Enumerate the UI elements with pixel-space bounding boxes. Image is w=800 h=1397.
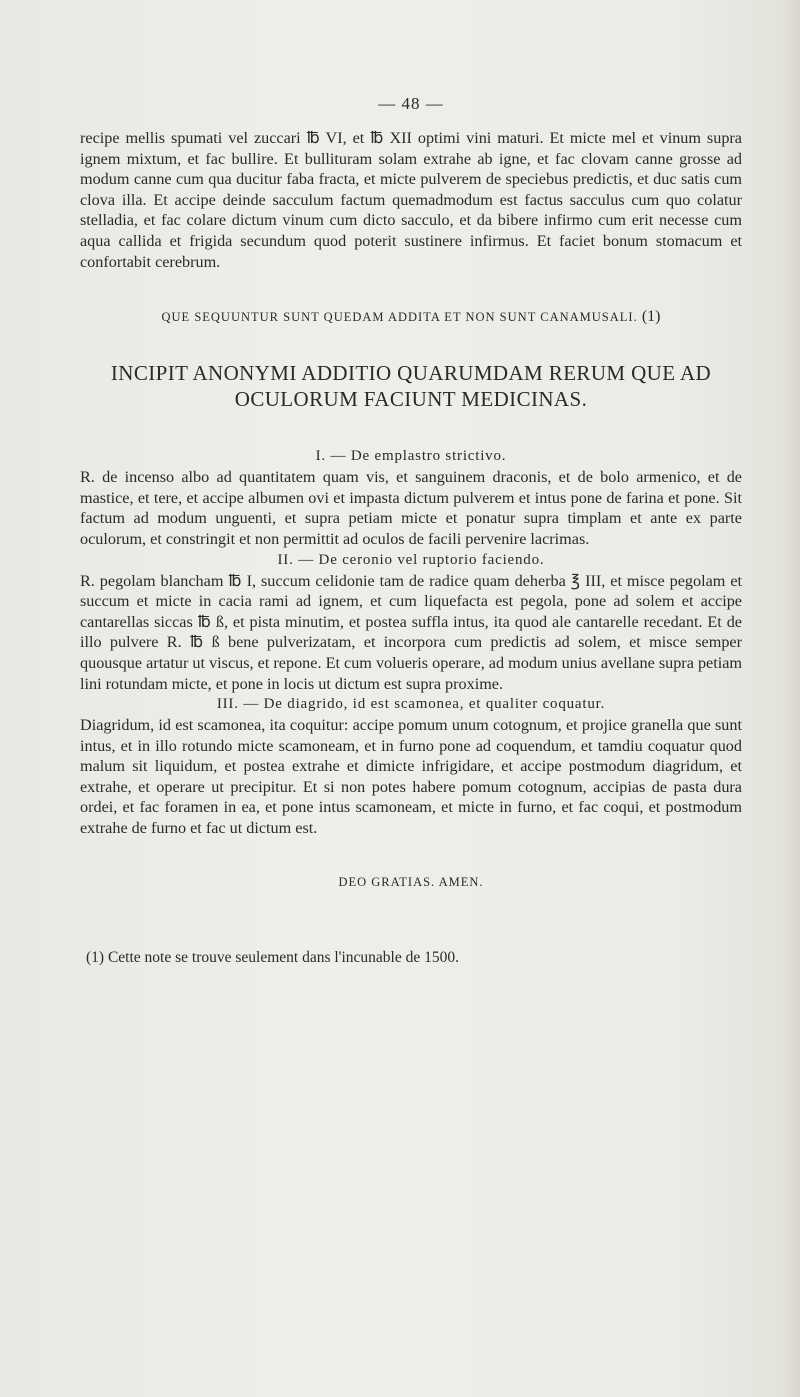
- section-heading: [80, 308, 742, 326]
- closing-line: DEO GRATIAS. AMEN.: [338, 874, 484, 889]
- text-block: [80, 94, 742, 968]
- chapter-heading-1: I. — De emplastro strictivo.: [315, 448, 507, 465]
- main-title: INCIPIT ANONYMI ADDITIO QUARUMDAM RERUM QUE AD OCULORUM FACIUNT MEDICINAS.: [110, 361, 712, 412]
- chapter-text-2: R. pegolam blancham ℔ I, succum celidonie tam de radice quam deherba ℥ III, et misce pegolam et succum et micte in cacia rami ad ignem, et cum liquefacta est pegola, pone ad solem et accipe cantarellas siccas ℔ ß, et pista minutim, et postea suffla intus, ita quod ale cantarelle recedant. Et de illo pulvere R. ℔ ß bene pulverizatam, et incorpora cum predictis ad solem, et misce semper quousque artatur ut viscus, et repone. Et cum volueris operare, ad modum unius avellane supra petiam lini rotundam micte, et pone in locis ut dictum est supra proxime.: [80, 571, 742, 693]
- intro-paragraph: recipe mellis spumati vel zuccari ℔ VI, et ℔ XII optimi vini maturi. Et micte mel et vinum supra ignem mixtum, et fac bullire. Et bullituram solam extrahe ab igne, et fac clovam canne grosse ad modum canne cum qua ducitur faba fracta, et micte pulverem de speciebus predictis, et duc satis cum clova illa. Et accipe deinde sacculum factum quemadmodum est factus sacculus cum quo colatur stelladia, et fac colare dictum vinum cum dicto sacculo, et da bibere infirmo cum erit necesse cum aqua callida et frigida secundum quod poterit sustinere infirmus. Et faciet bonum stomacum et confortabit cerebrum.: [80, 129, 742, 271]
- chapter-heading-2: II. — De ceronio vel ruptorio faciendo.: [277, 551, 545, 568]
- section-heading-text: QUE SEQUUNTUR SUNT QUEDAM ADDITA ET NON SUNT CANAMUSALI.: [161, 310, 638, 325]
- chapter-text-1: R. de incenso albo ad quantitatem quam vis, et sanguinem draconis, et de bolo armenico, et de mastice, et tere, et accipe albumen ovi et impasta dictum pulverem et intus pone de farina et pone. Sit factum ad modum unguenti, et supra petiam micte et ponatur supra timplam et ante ex parte oculorum, et constringit et non permittit ad oculos de facili pervenire lacrimas.: [80, 468, 742, 548]
- chapter-text-3: Diagridum, id est scamonea, ita coquitur: accipe pomum unum cotognum, et projice granella que sunt intus, et in illo rotundo micte scamoneam, et in furno pone ad coquendum, et tamdiu coquatur quod malum sit liquidum, et postea extrahe et dimicte infrigidare, et accipe postmodum diagridum, et extrahe, et operare ut precipitur. Et si non potes habere pomum cotognum, accipias de pasta dura ordei, et fac foramen in ea, et pone intus scamoneam, et micte in furno, et fac coqui, et postmodum extrahe de furno et fac ut dictum est.: [80, 716, 742, 838]
- footnote: (1) Cette note se trouve seulement dans l'incunable de 1500.: [86, 948, 459, 966]
- page-edge-shadow: [782, 0, 800, 1397]
- chapter-heading-3: III. — De diagrido, id est scamonea, et qualiter coquatur.: [216, 696, 606, 713]
- page-number: — 48 —: [378, 94, 444, 113]
- footnote-marker: (1): [641, 308, 661, 326]
